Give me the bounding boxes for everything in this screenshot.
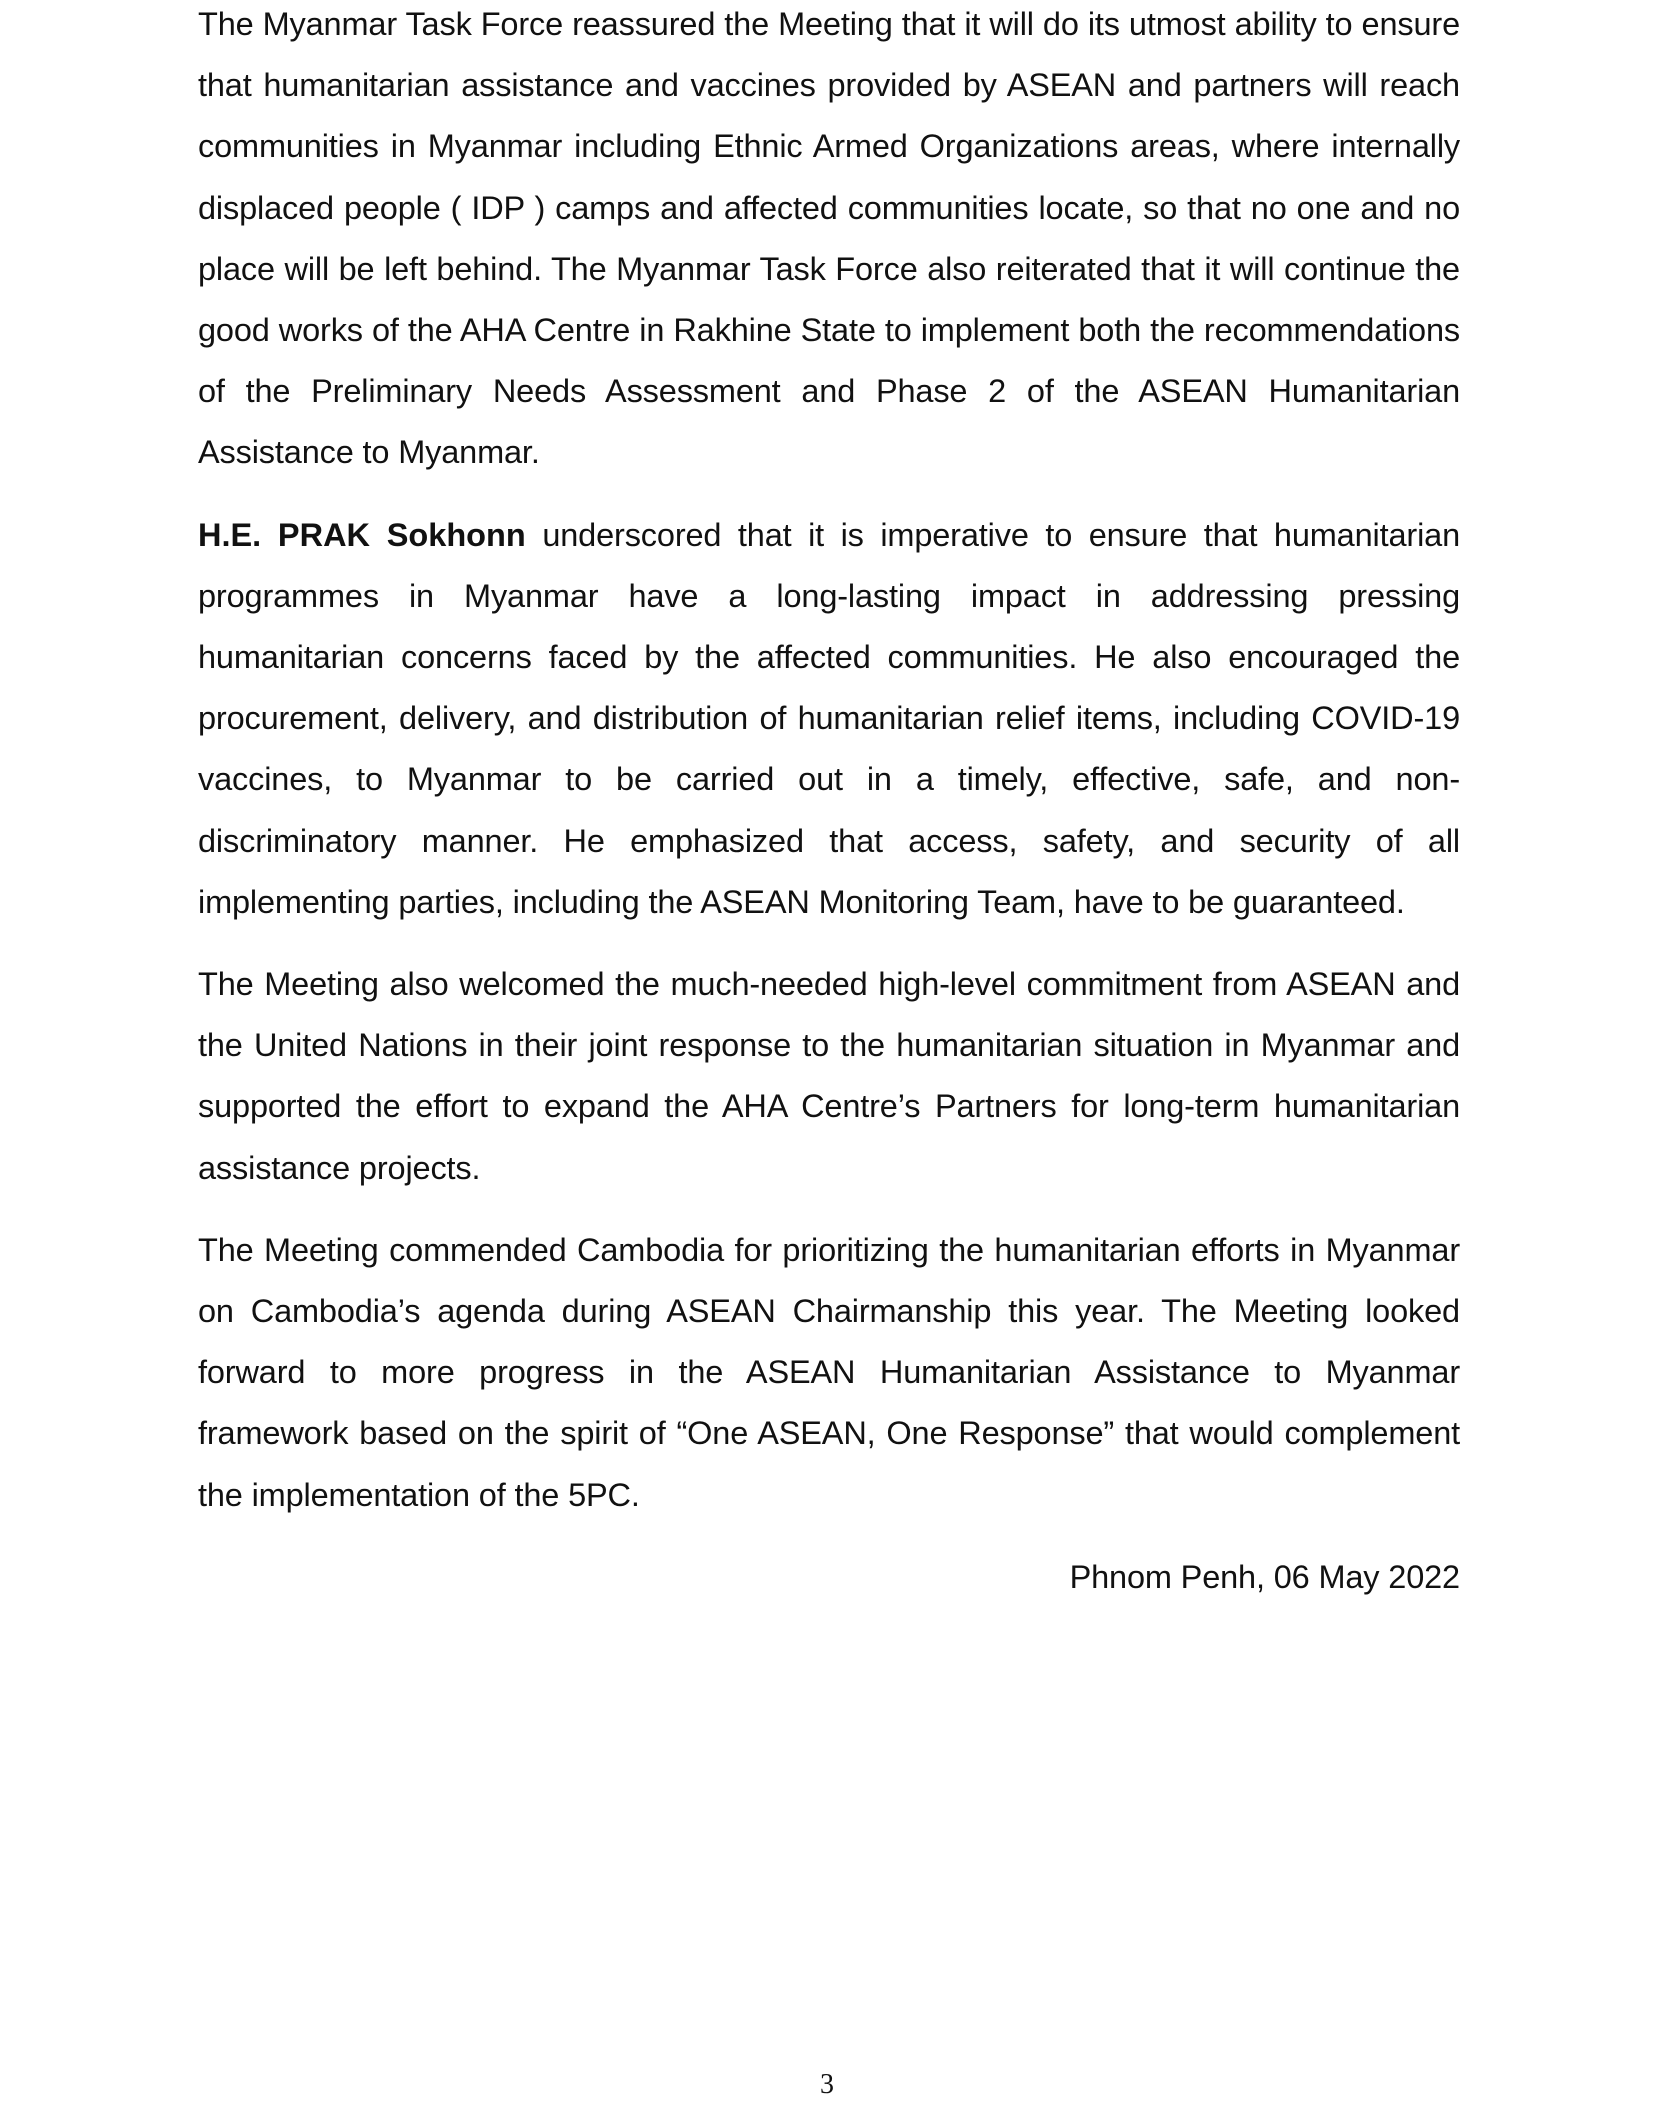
page-number: 3	[820, 2069, 834, 2100]
paragraph-task-force	[198, 0, 1460, 484]
paragraph-high-level-commitment	[198, 954, 1460, 1199]
paragraph-prak-sokhonn	[198, 505, 1460, 933]
speaker-name: H.E. PRAK Sokhonn	[198, 516, 526, 553]
paragraph-text: The Meeting commended Cambodia for prioritizing the humanitarian efforts in Myanmar on Cambodia’s agenda during ASEAN Chairmanship this year. The Meeting looked forward to more progress in the ASEAN Humanitarian Assistance to Myanmar framework based on the spirit of “One ASEAN, One Response” that would complement the implementation of the 5PC.	[198, 1231, 1460, 1513]
document-body	[198, 0, 1460, 1608]
dateline: Phnom Penh, 06 May 2022	[1069, 1558, 1460, 1595]
paragraph-text: underscored that it is imperative to ensure that humanitarian programmes in Myanmar have a long-lasting impact in addressing pressing humanitarian concerns faced by the affected communities. He also encouraged the procurement, delivery, and distribution of humanitarian relief items, including COVID-19 vaccines, to Myanmar to be carried out in a timely, effective, safe, and non-discriminatory manner. He emphasized that access, safety, and security of all implementing parties, including the ASEAN Monitoring Team, have to be guaranteed.	[198, 516, 1460, 920]
paragraph-text: The Myanmar Task Force reassured the Meeting that it will do its utmost ability to ensure that humanitarian assistance and vaccines provided by ASEAN and partners will reach communities in Myanmar including Ethnic Armed Organizations areas, where internally displaced people ( IDP ) camps and affected communities locate, so that no one and no place will be left behind. The Myanmar Task Force also reiterated that it will continue the good works of the AHA Centre in Rakhine State to implement both the recommendations of the Preliminary Needs Assessment and Phase 2 of the ASEAN Humanitarian Assistance to Myanmar.	[198, 6, 1460, 471]
paragraph-text: The Meeting also welcomed the much-needed high-level commitment from ASEAN and the United Nations in their joint response to the humanitarian situation in Myanmar and supported the effort to expand the AHA Centre’s Partners for long-term humanitarian assistance projects.	[198, 966, 1460, 1186]
paragraph-cambodia-commended	[198, 1220, 1460, 1526]
